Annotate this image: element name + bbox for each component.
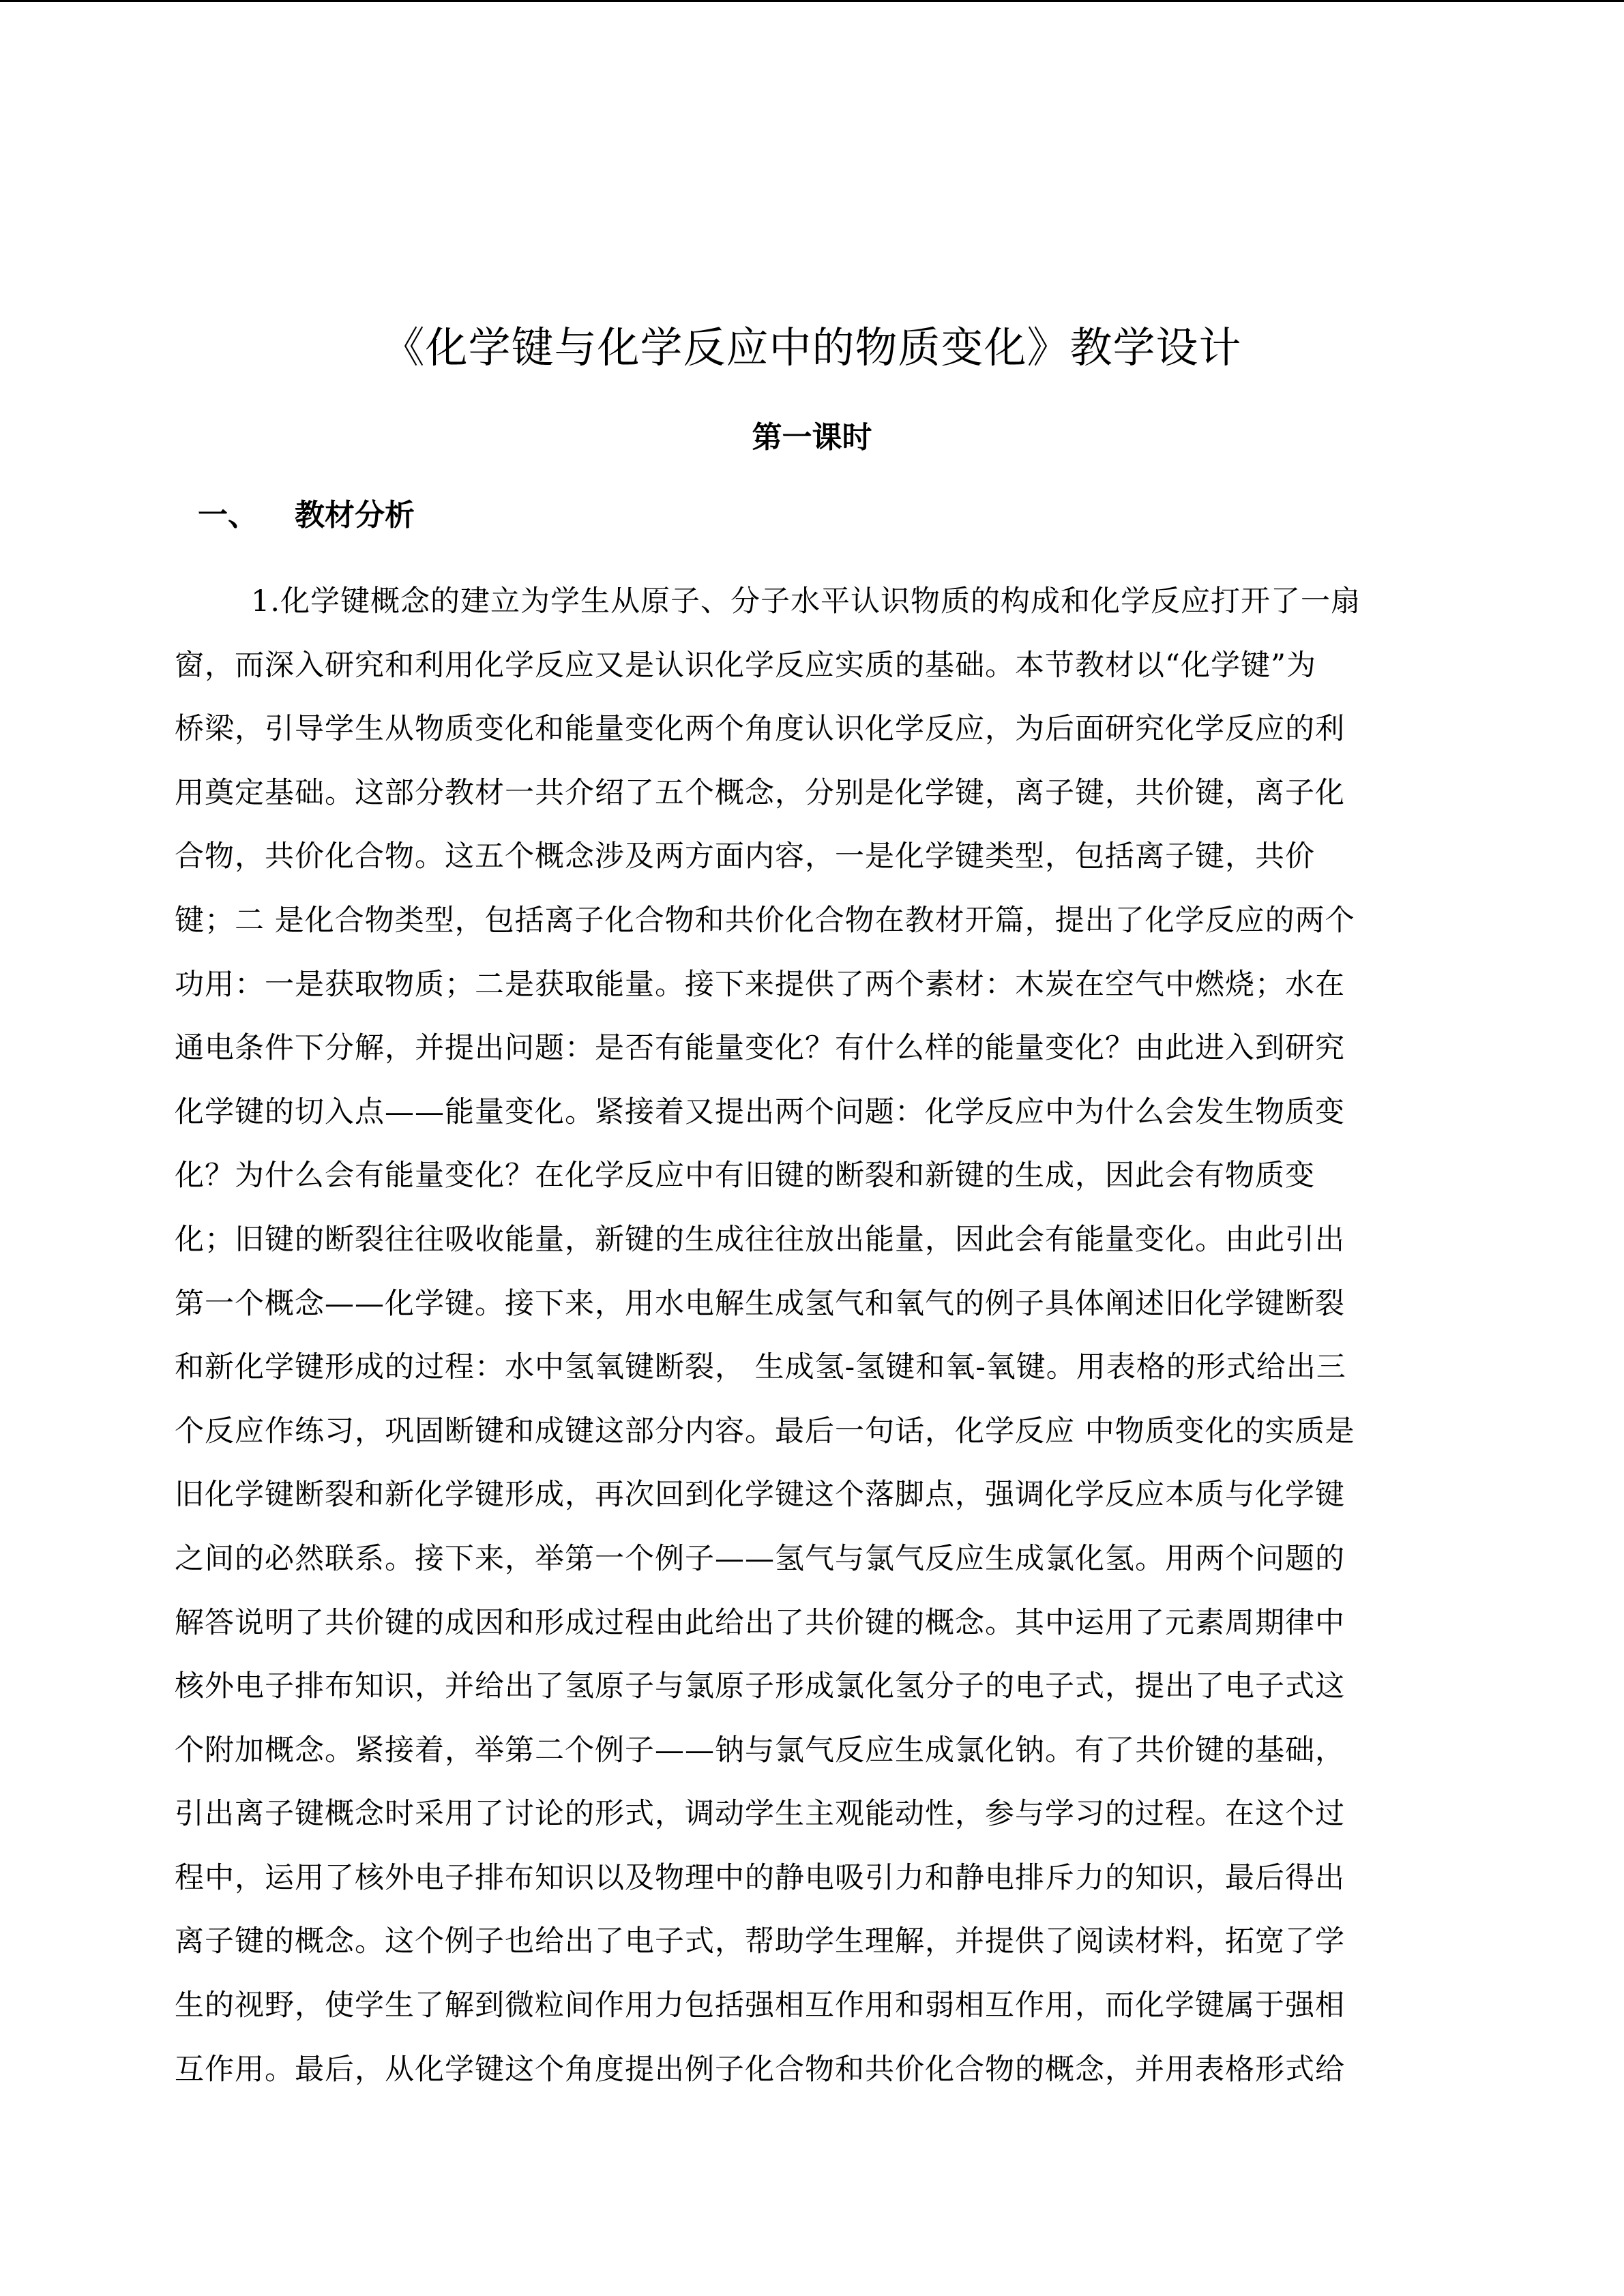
body-paragraph — [175, 570, 1471, 2102]
top-border-line — [0, 0, 1624, 2]
section-heading — [198, 495, 415, 536]
paragraph-line: 功用：一是获取物质；二是获取能量。接下来提供了两个素材：木炭在空气中燃烧；水在 — [175, 967, 1345, 1002]
paragraph-line: 化？为什么会有能量变化？在化学反应中有旧键的断裂和新键的生成，因此会有物质变 — [175, 1159, 1315, 1193]
document-title: 《化学键与化学反应中的物质变化》教学设计 — [382, 323, 1242, 372]
paragraph-line: 离子键的概念。这个例子也给出了电子式，帮助学生理解，并提供了阅读材料，拓宽了学 — [175, 1924, 1345, 1959]
paragraph-line: 通电条件下分解，并提出问题：是否有能量变化？有什么样的能量变化？由此进入到研究 — [175, 1031, 1345, 1066]
paragraph-line: 之间的必然联系。接下来，举第一个例子——氢气与氯气反应生成氯化氢。用两个问题的 — [175, 1541, 1345, 1576]
section-title: 教材分析 — [295, 498, 415, 533]
lesson-subtitle: 第一课时 — [752, 420, 872, 455]
paragraph-line: 键；二 是化合物类型，包括离子化合物和共价化合物在教材开篇，提出了化学反应的两个 — [175, 903, 1355, 938]
paragraph-line: 引出离子键概念时采用了讨论的形式，调动学生主观能动性，参与学习的过程。在这个过 — [175, 1797, 1345, 1832]
paragraph-line: 窗，而深入研究和利用化学反应又是认识化学反应实质的基础。本节教材以“化学键”为 — [175, 648, 1316, 683]
paragraph-line: 用奠定基础。这部分教材一共介绍了五个概念，分别是化学键，离子键，共价键，离子化 — [175, 775, 1345, 810]
paragraph-line: 化学键的切入点——能量变化。紧接着又提出两个问题：化学反应中为什么会发生物质变 — [175, 1094, 1345, 1129]
paragraph-line: 合物，共价化合物。这五个概念涉及两方面内容，一是化学键类型，包括离子键，共价 — [175, 839, 1315, 874]
paragraph-line: 旧化学键断裂和新化学键形成，再次回到化学键这个落脚点，强调化学反应本质与化学键 — [175, 1478, 1345, 1512]
paragraph-line: 核外电子排布知识，并给出了氢原子与氯原子形成氯化氢分子的电子式，提出了电子式这 — [175, 1669, 1345, 1704]
paragraph-line: 第一个概念——化学键。接下来，用水电解生成氢气和氧气的例子具体阐述旧化学键断裂 — [175, 1286, 1345, 1321]
paragraph-line: 1.化学键概念的建立为学生从原子、分子水平认识物质的构成和化学反应打开了一扇 — [251, 584, 1361, 618]
paragraph-line: 程中，运用了核外电子排布知识以及物理中的静电吸引力和静电排斥力的知识，最后得出 — [175, 1860, 1345, 1895]
paragraph-line: 互作用。最后，从化学键这个角度提出例子化合物和共价化合物的概念，并用表格形式给 — [175, 2052, 1345, 2087]
paragraph-line: 桥梁，引导学生从物质变化和能量变化两个角度认识化学反应，为后面研究化学反应的利 — [175, 712, 1345, 747]
paragraph-line: 生的视野，使学生了解到微粒间作用力包括强相互作用和弱相互作用，而化学键属于强相 — [175, 1988, 1345, 2023]
paragraph-line: 解答说明了共价键的成因和形成过程由此给出了共价键的概念。其中运用了元素周期律中 — [175, 1605, 1345, 1640]
paragraph-line: 化；旧键的断裂往往吸收能量，新键的生成往往放出能量，因此会有能量变化。由此引出 — [175, 1222, 1345, 1257]
section-number: 一、 — [198, 498, 258, 533]
paragraph-line: 个反应作练习，巩固断键和成键这部分内容。最后一句话，化学反应 中物质变化的实质是 — [175, 1414, 1355, 1448]
paragraph-line: 个附加概念。紧接着，举第二个例子——钠与氯气反应生成氯化钠。有了共价键的基础， — [175, 1733, 1345, 1768]
paragraph-line: 和新化学键形成的过程：水中氢氧键断裂， 生成氢-氢键和氧-氧键。用表格的形式给出三 — [175, 1350, 1346, 1385]
